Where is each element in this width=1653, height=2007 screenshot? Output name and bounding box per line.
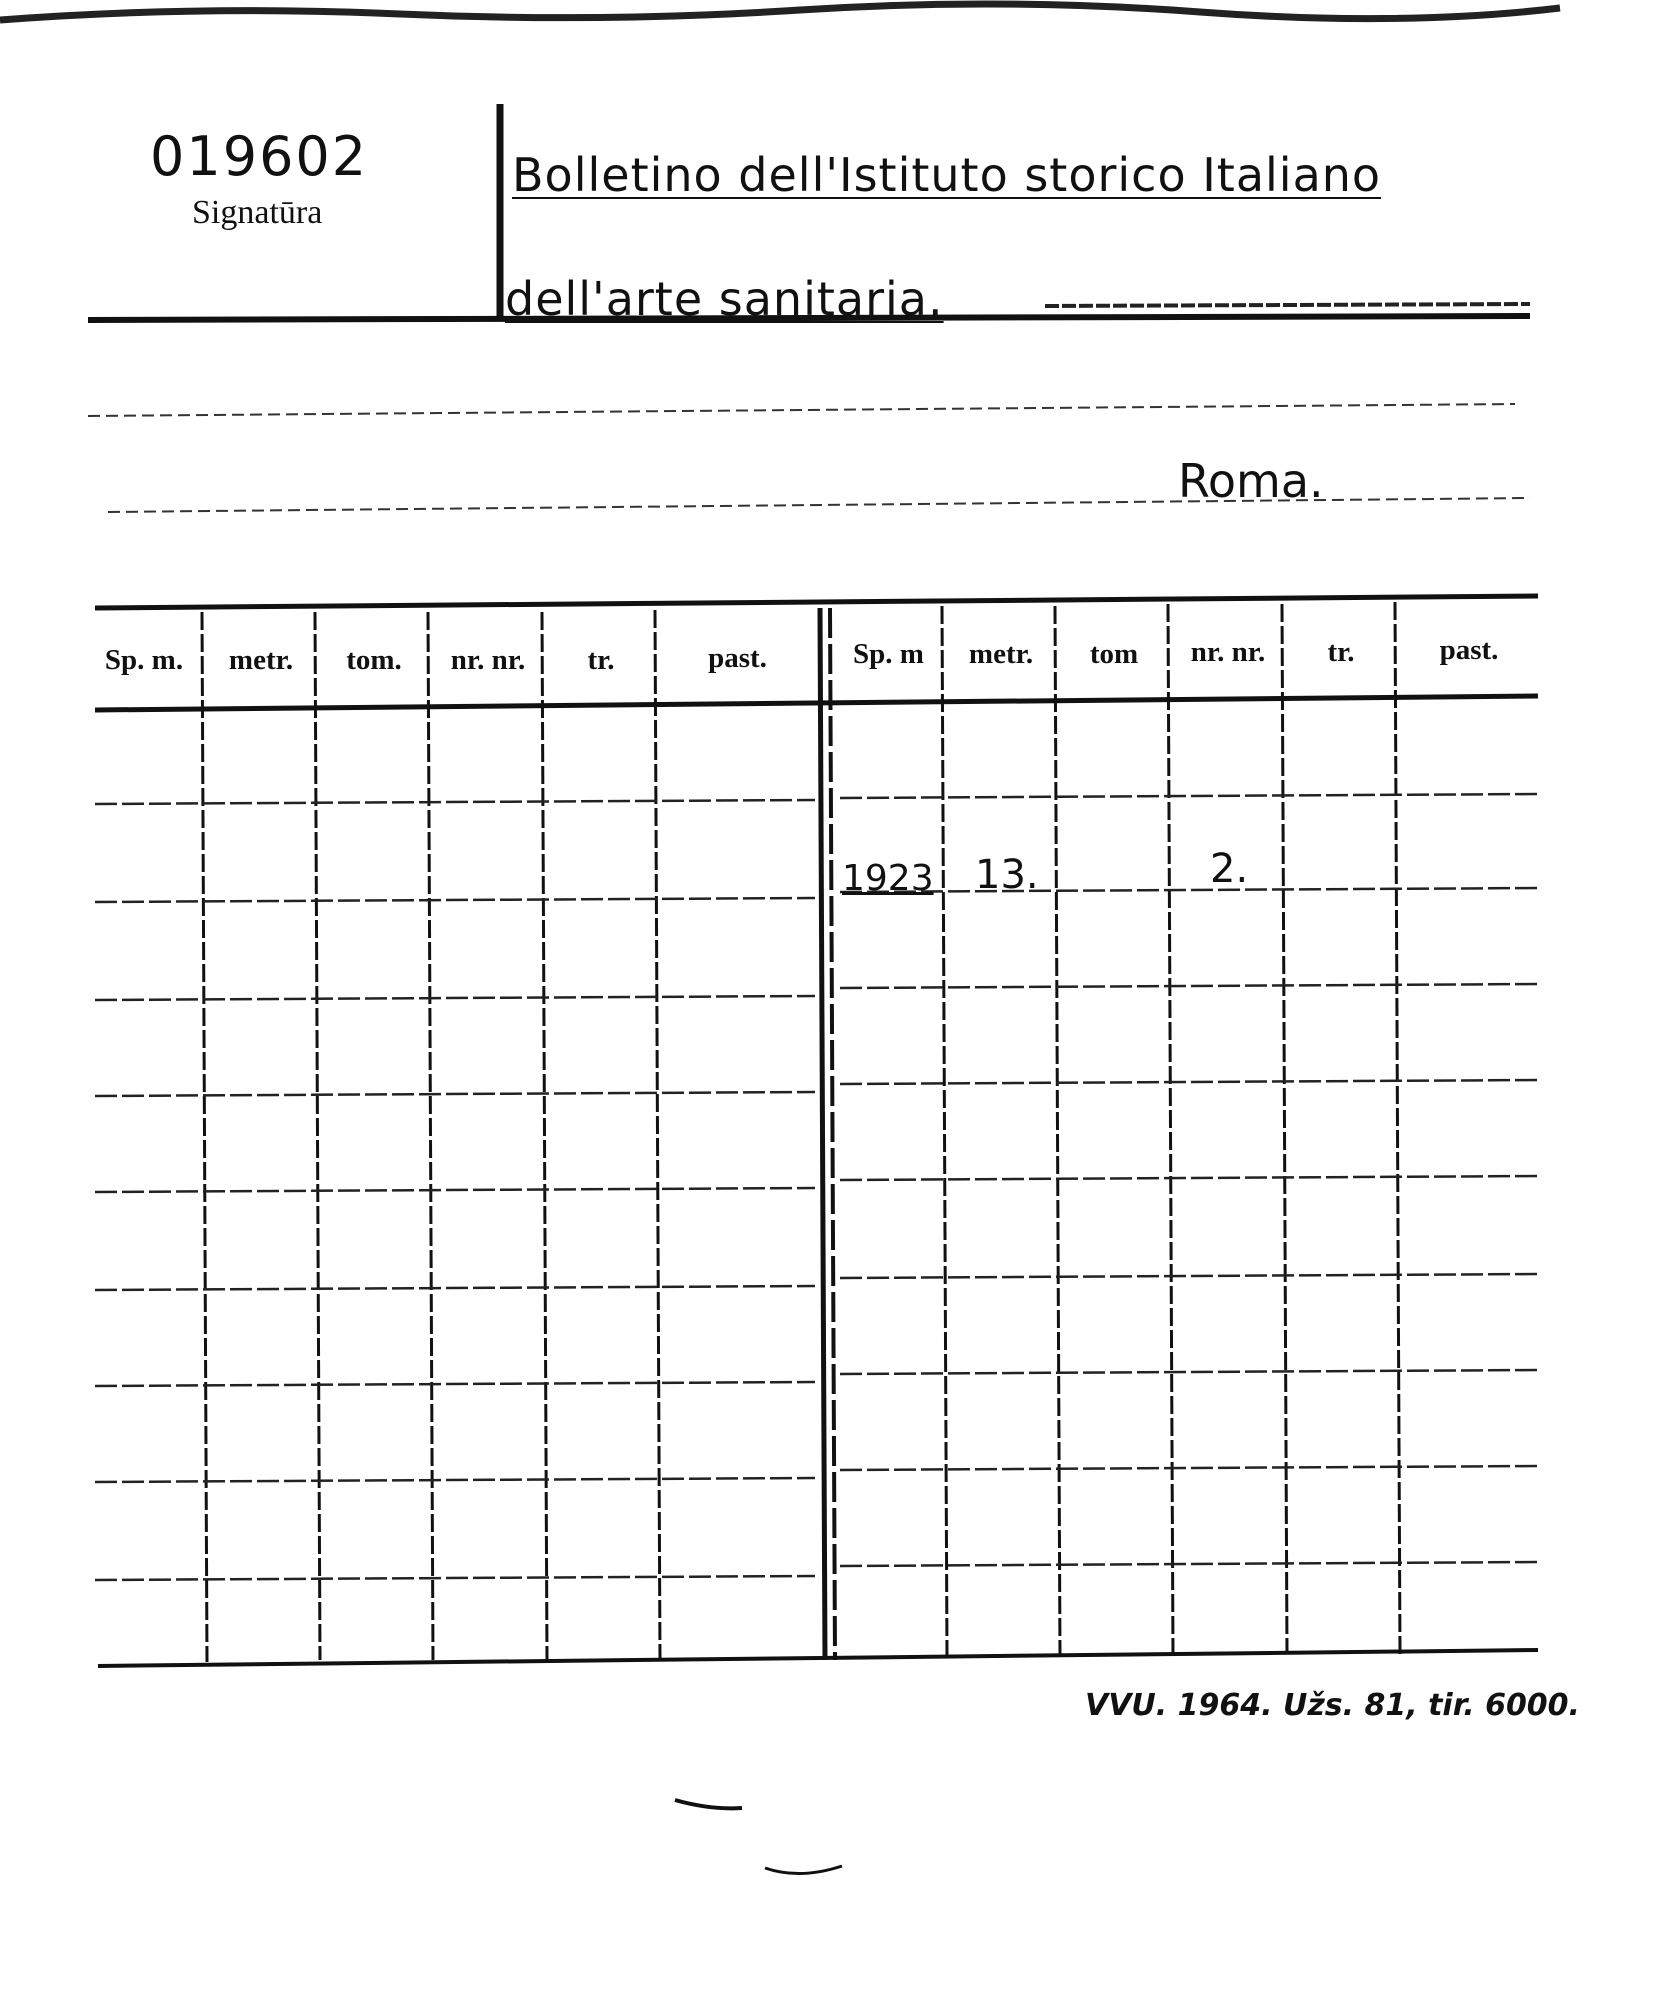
left-header-tom: tom. (346, 644, 402, 676)
signature-label: Signatūra (192, 194, 323, 231)
table-head-rule (95, 696, 1538, 710)
right-header-tom: tom (1089, 638, 1139, 670)
entry-nr-nr: 2. (1210, 846, 1249, 892)
stray-mark-1 (675, 1800, 742, 1808)
entry-metr: 13. (975, 852, 1039, 898)
left-header-tr: tr. (587, 644, 615, 676)
signature-number: 019602 (150, 125, 369, 188)
center-bar-b (830, 608, 835, 1660)
entry-sp-m: 1923 (842, 858, 934, 899)
stray-mark-2 (765, 1866, 842, 1874)
publication-place: Roma. (1178, 454, 1324, 508)
center-bar-a (820, 608, 825, 1660)
right-header-past: past. (1439, 634, 1499, 666)
left-row-rules (95, 800, 815, 1580)
title-line-2: dell'arte sanitaria. (505, 272, 944, 326)
right-header-nr-nr: nr. nr. (1190, 636, 1266, 668)
right-header-tr: tr. (1327, 636, 1355, 668)
right-header-sp-m: Sp. m (853, 638, 924, 670)
scan-edge (0, 4, 1560, 20)
blank-rule-1 (88, 404, 1515, 416)
right-columns (942, 602, 1400, 1656)
printer-note: VVU. 1964. Užs. 81, tir. 6000. (1085, 1688, 1580, 1723)
table-top-rule (95, 596, 1538, 608)
title-rule (1045, 304, 1530, 306)
left-header-nr-nr: nr. nr. (450, 644, 526, 676)
left-header-past: past. (708, 642, 767, 674)
left-header-metr: metr. (228, 644, 294, 676)
right-header-metr: metr. (968, 638, 1034, 670)
title-line-1: Bolletino dell'Istituto storico Italiano (512, 148, 1382, 202)
left-header-sp-m: Sp. m. (104, 644, 184, 676)
left-columns (202, 610, 660, 1662)
table-bottom-rule (98, 1650, 1538, 1666)
